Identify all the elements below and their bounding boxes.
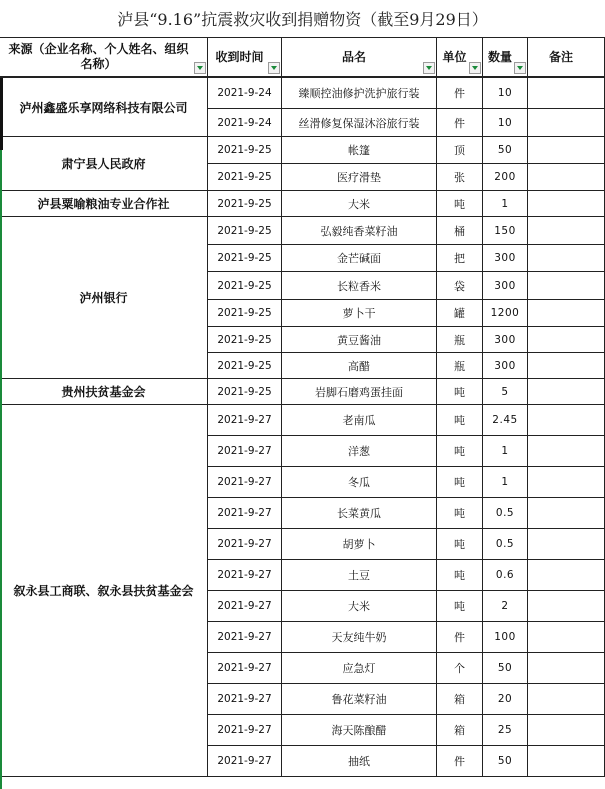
- cell-source[interactable]: 贵州扶贫基金会: [0, 379, 208, 405]
- cell-unit[interactable]: 吨: [437, 529, 483, 560]
- cell-item[interactable]: 高醋: [282, 353, 437, 379]
- cell-note[interactable]: [528, 272, 605, 300]
- cell-date[interactable]: 2021-9-27: [208, 467, 282, 498]
- cell-note[interactable]: [528, 467, 605, 498]
- cell-note[interactable]: [528, 245, 605, 272]
- cell-item[interactable]: 丝滑修复保湿沐浴旅行装: [282, 109, 437, 137]
- cell-date[interactable]: 2021-9-25: [208, 353, 282, 379]
- cell-item[interactable]: 天友纯牛奶: [282, 622, 437, 653]
- cell-item[interactable]: 老南瓜: [282, 405, 437, 436]
- cell-item[interactable]: 萝卜干: [282, 300, 437, 327]
- header-source-label: 来源（企业名称、个人姓名、组织名称）: [8, 42, 189, 71]
- cell-note[interactable]: [528, 591, 605, 622]
- cell-date[interactable]: 2021-9-25: [208, 379, 282, 405]
- cell-date[interactable]: 2021-9-27: [208, 405, 282, 436]
- filter-dropdown-icon[interactable]: [423, 62, 435, 74]
- cell-date[interactable]: 2021-9-27: [208, 653, 282, 684]
- cell-source[interactable]: 泸州鑫盛乐享网络科技有限公司: [0, 78, 208, 137]
- cell-qty[interactable]: 10: [483, 78, 528, 109]
- cell-qty[interactable]: 300: [483, 245, 528, 272]
- cell-date[interactable]: 2021-9-25: [208, 191, 282, 217]
- cell-item[interactable]: 黄豆酱油: [282, 327, 437, 353]
- cell-note[interactable]: [528, 405, 605, 436]
- cell-item[interactable]: 医疗滑垫: [282, 164, 437, 191]
- header-date-label: 收到时间: [215, 49, 264, 64]
- cell-note[interactable]: [528, 653, 605, 684]
- cell-qty[interactable]: 2: [483, 591, 528, 622]
- cell-item[interactable]: 帐篷: [282, 137, 437, 164]
- cell-date[interactable]: 2021-9-25: [208, 300, 282, 327]
- cell-item[interactable]: 金芒碱面: [282, 245, 437, 272]
- header-unit[interactable]: [437, 38, 483, 78]
- cell-note[interactable]: [528, 327, 605, 353]
- cell-item[interactable]: 大米: [282, 191, 437, 217]
- cell-note[interactable]: [528, 191, 605, 217]
- cell-qty[interactable]: 200: [483, 164, 528, 191]
- cell-unit[interactable]: 吨: [437, 405, 483, 436]
- cell-item[interactable]: 应急灯: [282, 653, 437, 684]
- header-note-label: 备注: [548, 49, 573, 64]
- cell-unit[interactable]: 个: [437, 653, 483, 684]
- cell-date[interactable]: 2021-9-27: [208, 560, 282, 591]
- cell-qty[interactable]: 1: [483, 191, 528, 217]
- cell-note[interactable]: [528, 436, 605, 467]
- cell-unit[interactable]: 把: [437, 245, 483, 272]
- filter-dropdown-icon[interactable]: [514, 62, 526, 74]
- cell-date[interactable]: 2021-9-24: [208, 109, 282, 137]
- cell-unit[interactable]: 张: [437, 164, 483, 191]
- cell-note[interactable]: [528, 746, 605, 777]
- cell-qty[interactable]: 5: [483, 379, 528, 405]
- cell-unit[interactable]: 顶: [437, 137, 483, 164]
- cell-unit[interactable]: 吨: [437, 436, 483, 467]
- cell-note[interactable]: [528, 217, 605, 245]
- cell-note[interactable]: [528, 684, 605, 715]
- cell-qty[interactable]: 2.45: [483, 405, 528, 436]
- cell-item[interactable]: 臻顺控油修护洗护旅行装: [282, 78, 437, 109]
- cell-unit[interactable]: 件: [437, 109, 483, 137]
- cell-qty[interactable]: 10: [483, 109, 528, 137]
- cell-item[interactable]: 海天陈酿醋: [282, 715, 437, 746]
- cell-date[interactable]: 2021-9-27: [208, 529, 282, 560]
- cell-qty[interactable]: 300: [483, 327, 528, 353]
- cell-item[interactable]: 冬瓜: [282, 467, 437, 498]
- cell-qty[interactable]: 0.6: [483, 560, 528, 591]
- header-unit-label: 单位: [442, 49, 467, 64]
- cell-date[interactable]: 2021-9-27: [208, 622, 282, 653]
- cell-note[interactable]: [528, 164, 605, 191]
- cell-date[interactable]: 2021-9-25: [208, 217, 282, 245]
- cell-date[interactable]: 2021-9-25: [208, 272, 282, 300]
- cell-unit[interactable]: 件: [437, 622, 483, 653]
- cell-qty[interactable]: 50: [483, 137, 528, 164]
- cell-unit[interactable]: 瓶: [437, 327, 483, 353]
- header-qty[interactable]: [483, 38, 528, 78]
- cell-unit[interactable]: 吨: [437, 498, 483, 529]
- cell-item[interactable]: 鲁花菜籽油: [282, 684, 437, 715]
- cell-qty[interactable]: 0.5: [483, 498, 528, 529]
- cell-unit[interactable]: 袋: [437, 272, 483, 300]
- cell-unit[interactable]: 吨: [437, 191, 483, 217]
- cell-note[interactable]: [528, 560, 605, 591]
- cell-unit[interactable]: 瓶: [437, 353, 483, 379]
- cell-note[interactable]: [528, 353, 605, 379]
- cell-date[interactable]: 2021-9-27: [208, 746, 282, 777]
- cell-item[interactable]: 长菜黄瓜: [282, 498, 437, 529]
- cell-unit[interactable]: 箱: [437, 715, 483, 746]
- cell-qty[interactable]: 0.5: [483, 529, 528, 560]
- cell-note[interactable]: [528, 78, 605, 109]
- cell-date[interactable]: 2021-9-25: [208, 327, 282, 353]
- header-date[interactable]: [208, 38, 282, 78]
- cell-date[interactable]: 2021-9-25: [208, 245, 282, 272]
- cell-date[interactable]: 2021-9-24: [208, 78, 282, 109]
- cell-item[interactable]: 胡萝卜: [282, 529, 437, 560]
- cell-note[interactable]: [528, 109, 605, 137]
- header-item-label: 品名: [341, 49, 366, 64]
- cell-note[interactable]: [528, 137, 605, 164]
- cell-date[interactable]: 2021-9-25: [208, 137, 282, 164]
- cell-qty[interactable]: 1: [483, 467, 528, 498]
- cell-item[interactable]: 土豆: [282, 560, 437, 591]
- cell-note[interactable]: [528, 715, 605, 746]
- cell-unit[interactable]: 吨: [437, 467, 483, 498]
- filter-dropdown-icon[interactable]: [469, 62, 481, 74]
- row-header-edge: [0, 78, 3, 150]
- filter-dropdown-icon[interactable]: [268, 62, 280, 74]
- header-note[interactable]: [528, 38, 605, 78]
- cell-qty[interactable]: 20: [483, 684, 528, 715]
- cell-note[interactable]: [528, 379, 605, 405]
- cell-unit[interactable]: 吨: [437, 379, 483, 405]
- cell-note[interactable]: [528, 300, 605, 327]
- cell-unit[interactable]: 吨: [437, 560, 483, 591]
- selection-edge: [0, 150, 2, 789]
- cell-qty[interactable]: 50: [483, 653, 528, 684]
- cell-qty[interactable]: 300: [483, 272, 528, 300]
- cell-source[interactable]: 泸州银行: [0, 217, 208, 379]
- cell-item[interactable]: 洋葱: [282, 436, 437, 467]
- cell-unit[interactable]: 件: [437, 78, 483, 109]
- cell-unit[interactable]: 吨: [437, 591, 483, 622]
- cell-source[interactable]: 肃宁县人民政府: [0, 137, 208, 191]
- cell-unit[interactable]: 箱: [437, 684, 483, 715]
- cell-item[interactable]: 岩脚石磨鸡蛋挂面: [282, 379, 437, 405]
- cell-qty[interactable]: 150: [483, 217, 528, 245]
- cell-qty[interactable]: 25: [483, 715, 528, 746]
- cell-item[interactable]: 弘毅纯香菜籽油: [282, 217, 437, 245]
- cell-unit[interactable]: 桶: [437, 217, 483, 245]
- cell-date[interactable]: 2021-9-27: [208, 591, 282, 622]
- cell-qty[interactable]: 50: [483, 746, 528, 777]
- filter-dropdown-icon[interactable]: [194, 62, 206, 74]
- cell-note[interactable]: [528, 498, 605, 529]
- sheet-title: 泸县“9.16”抗震救灾收到捐赠物资（截至9月29日）: [0, 0, 605, 38]
- cell-date[interactable]: 2021-9-27: [208, 498, 282, 529]
- cell-item[interactable]: 抽纸: [282, 746, 437, 777]
- header-source[interactable]: [0, 38, 208, 78]
- cell-date[interactable]: 2021-9-25: [208, 164, 282, 191]
- cell-source[interactable]: 叙永县工商联、叙永县扶贫基金会: [0, 405, 208, 777]
- cell-qty[interactable]: 300: [483, 353, 528, 379]
- cell-date[interactable]: 2021-9-27: [208, 684, 282, 715]
- header-item[interactable]: [282, 38, 437, 78]
- cell-item[interactable]: 大米: [282, 591, 437, 622]
- cell-unit[interactable]: 罐: [437, 300, 483, 327]
- cell-item[interactable]: 长粒香米: [282, 272, 437, 300]
- header-qty-label: 数量: [487, 49, 512, 64]
- cell-note[interactable]: [528, 529, 605, 560]
- cell-qty[interactable]: 100: [483, 622, 528, 653]
- cell-date[interactable]: 2021-9-27: [208, 436, 282, 467]
- cell-qty[interactable]: 1200: [483, 300, 528, 327]
- cell-unit[interactable]: 件: [437, 746, 483, 777]
- cell-note[interactable]: [528, 622, 605, 653]
- cell-qty[interactable]: 1: [483, 436, 528, 467]
- cell-source[interactable]: 泸县粟喻粮油专业合作社: [0, 191, 208, 217]
- cell-date[interactable]: 2021-9-27: [208, 715, 282, 746]
